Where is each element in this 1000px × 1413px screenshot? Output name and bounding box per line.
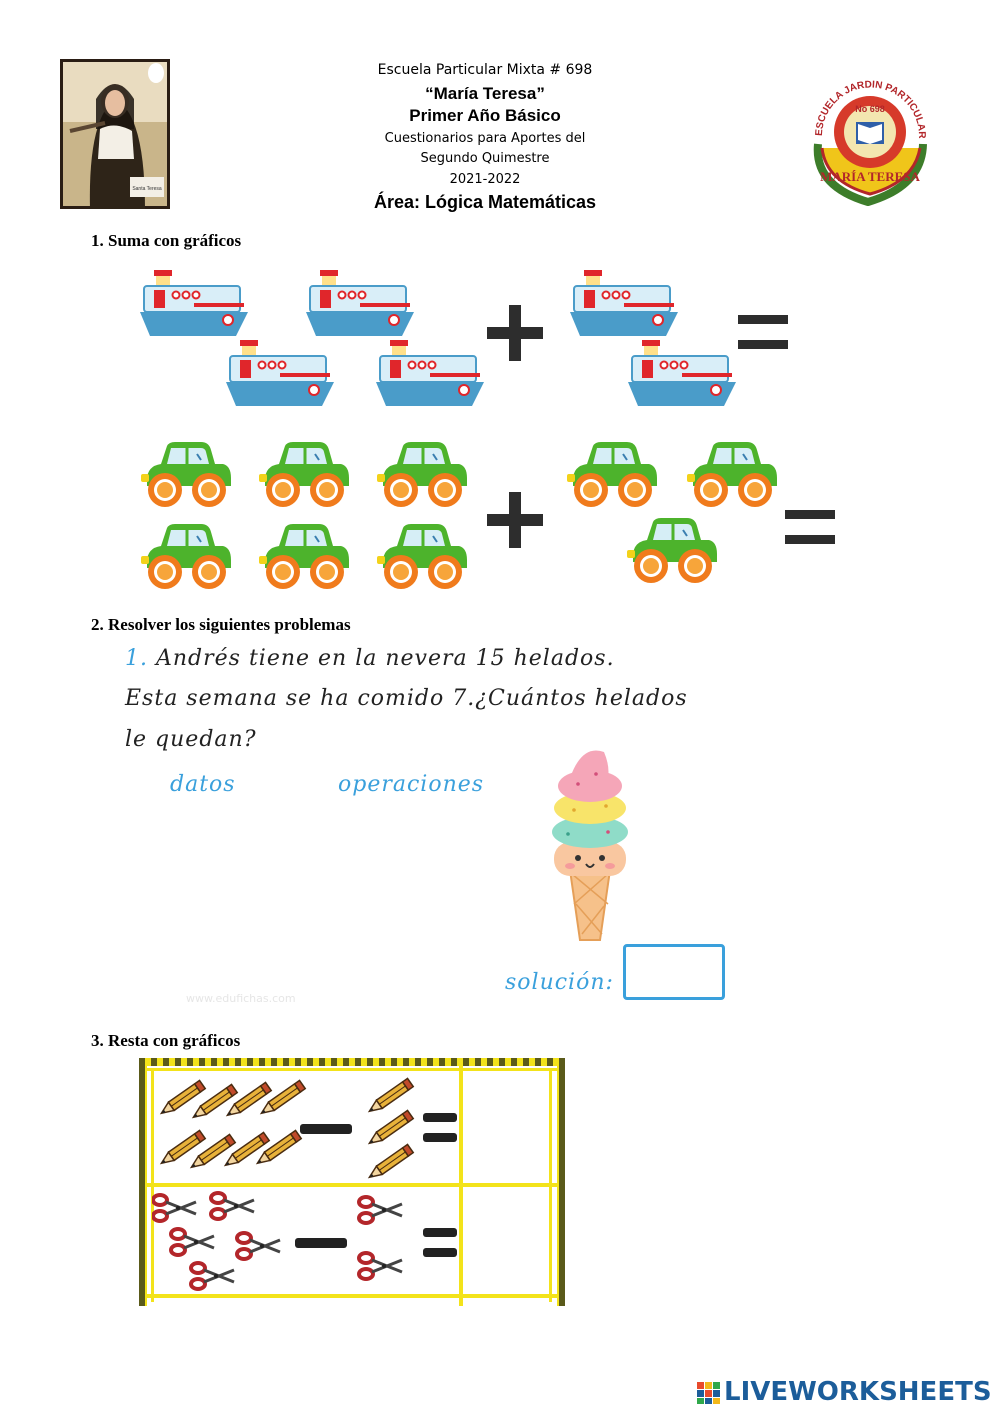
boat-image xyxy=(140,270,248,336)
scissors-image xyxy=(359,1253,402,1279)
problem-line-2: Esta semana se ha comido 7.¿Cuántos helados xyxy=(125,686,688,711)
car-image xyxy=(377,524,467,589)
problem-number: 1. xyxy=(125,646,148,671)
pencil-image xyxy=(367,1110,414,1147)
equals-symbol-scissors xyxy=(423,1228,457,1260)
car-image xyxy=(687,442,777,507)
car-image xyxy=(141,524,231,589)
car-image xyxy=(567,442,657,507)
subtitle-line-1: Cuestionarios para Aportes del xyxy=(384,131,586,146)
scissors-image xyxy=(171,1229,214,1255)
boat-image xyxy=(376,340,484,406)
boat-image xyxy=(306,270,414,336)
liveworksheets-logo-icon xyxy=(697,1382,721,1404)
datos-label: datos xyxy=(170,772,236,797)
solution-answer-box[interactable] xyxy=(623,944,725,1000)
faint-source-text: www.edufichas.com xyxy=(186,992,296,1005)
ice-cream-image xyxy=(548,744,632,944)
operaciones-label: operaciones xyxy=(338,772,485,797)
cars-addition-row xyxy=(135,436,795,606)
plus-symbol-boats xyxy=(487,305,543,361)
scissors-answer-cell[interactable] xyxy=(465,1188,551,1292)
emblem-name: MARÍA TERESA xyxy=(820,169,920,184)
portrait-caption: Santa Teresa xyxy=(132,186,162,192)
plus-symbol-cars xyxy=(487,492,543,548)
car-image xyxy=(259,524,349,589)
portrait-image xyxy=(60,59,170,209)
section-1-title: 1. Suma con gráficos xyxy=(91,231,242,250)
equals-symbol-pencils xyxy=(423,1113,457,1145)
liveworksheets-watermark: LIVEWORKSHEETS xyxy=(724,1377,992,1407)
emblem-number: No 698 xyxy=(855,104,885,114)
problem-line-1-text: Andrés tiene en la nevera 15 helados. xyxy=(156,646,615,671)
subject-area: Área: Lógica Matemáticas xyxy=(373,192,597,212)
minus-symbol-pencils xyxy=(300,1123,352,1135)
boat-image xyxy=(226,340,334,406)
problem-line-1 xyxy=(125,646,615,671)
scissors-image xyxy=(153,1195,196,1221)
emblem-arc-text: ESCUELA JARDIN PARTICULAR xyxy=(813,79,928,139)
minus-symbol-scissors xyxy=(295,1237,347,1249)
equals-symbol-cars xyxy=(785,510,835,546)
section-3-title: 3. Resta con gráficos xyxy=(91,1031,241,1050)
pencils-answer-cell[interactable] xyxy=(465,1072,551,1180)
section-2-title: 2. Resolver los siguientes problemas xyxy=(91,615,351,634)
car-image xyxy=(377,442,467,507)
solucion-label: solución: xyxy=(505,970,614,995)
car-image xyxy=(141,442,231,507)
school-emblem xyxy=(808,66,933,206)
school-title: “María Teresa” xyxy=(425,84,545,103)
boat-image xyxy=(628,340,736,406)
scissors-image xyxy=(359,1197,402,1223)
car-image xyxy=(627,518,717,583)
boat-image xyxy=(570,270,678,336)
grade-level: Primer Año Básico xyxy=(409,106,561,125)
school-name: Escuela Particular Mixta # 698 xyxy=(377,62,593,78)
equals-symbol-boats xyxy=(738,315,788,351)
pencil-image xyxy=(367,1078,414,1115)
scissors-image xyxy=(191,1263,234,1289)
scissors-subtraction-row xyxy=(152,1190,422,1295)
school-year: 2021-2022 xyxy=(449,172,521,187)
subtitle-line-2: Segundo Quimestre xyxy=(420,151,550,166)
pencil-image xyxy=(367,1144,414,1180)
problem-line-3: le quedan? xyxy=(125,727,257,752)
car-image xyxy=(259,442,349,507)
scissors-image xyxy=(237,1233,280,1259)
scissors-image xyxy=(211,1193,254,1219)
